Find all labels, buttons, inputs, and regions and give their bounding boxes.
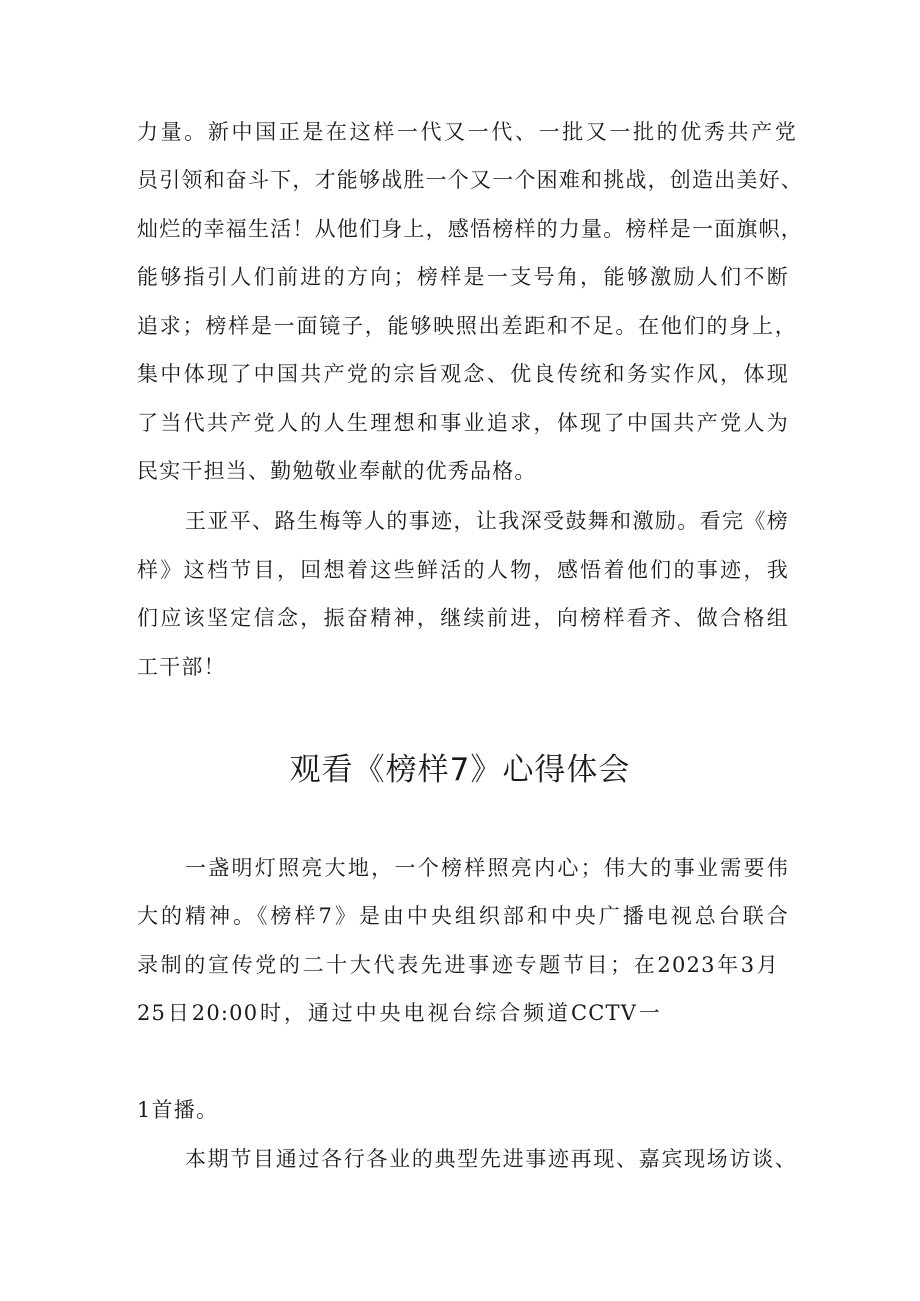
paragraph-line: 本期节目通过各行各业的典型先进事迹再现、嘉宾现场访谈、 [185,1147,797,1171]
paragraph-line: 一盏明灯照亮大地，一个榜样照亮内心；伟大的事业需要伟 [185,856,789,880]
paragraph-line: 样》这档节目，回想着这些鲜活的人物，感悟着他们的事迹，我 [137,558,789,582]
paragraph-line: 能够指引人们前进的方向；榜样是一支号角，能够激励人们不断 [137,265,789,289]
paragraph-line: 大的精神。《榜样7》是由中央组织部和中央广播电视总台联合 [137,904,789,928]
paragraph-line: 灿烂的幸福生活！从他们身上，感悟榜样的力量。榜样是一面旗帜， [137,217,803,241]
paragraph-line: 1首播。 [137,1098,219,1122]
paragraph-line: 25日20:00时，通过中央电视台综合频道CCTV一 [137,1001,661,1025]
paragraph-line: 民实干担当、勤勉敬业奉献的优秀品格。 [137,459,537,483]
paragraph-line: 员引领和奋斗下，才能够战胜一个又一个困难和挑战，创造出美好、 [137,168,803,192]
paragraph-line: 工干部！ [137,655,226,679]
paragraph-line: 王亚平、路生梅等人的事迹，让我深受鼓舞和激励。看完《榜 [185,509,789,533]
section-title: 观看《榜样7》心得体会 [289,752,631,788]
paragraph-line: 集中体现了中国共产党的宗旨观念、优良传统和务实作风，体现 [137,362,789,386]
paragraph-line: 了当代共产党人的人生理想和事业追求，体现了中国共产党人为 [137,411,789,435]
paragraph-line: 们应该坚定信念，振奋精神，继续前进，向榜样看齐、做合格组 [137,606,789,630]
paragraph-line: 力量。新中国正是在这样一代又一代、一批又一批的优秀共产党 [137,120,797,144]
paragraph-line: 录制的宣传党的二十大代表先进事迹专题节目；在2023年3月 [137,953,779,977]
paragraph-line: 追求；榜样是一面镜子，能够映照出差距和不足。在他们的身上， [137,314,797,338]
